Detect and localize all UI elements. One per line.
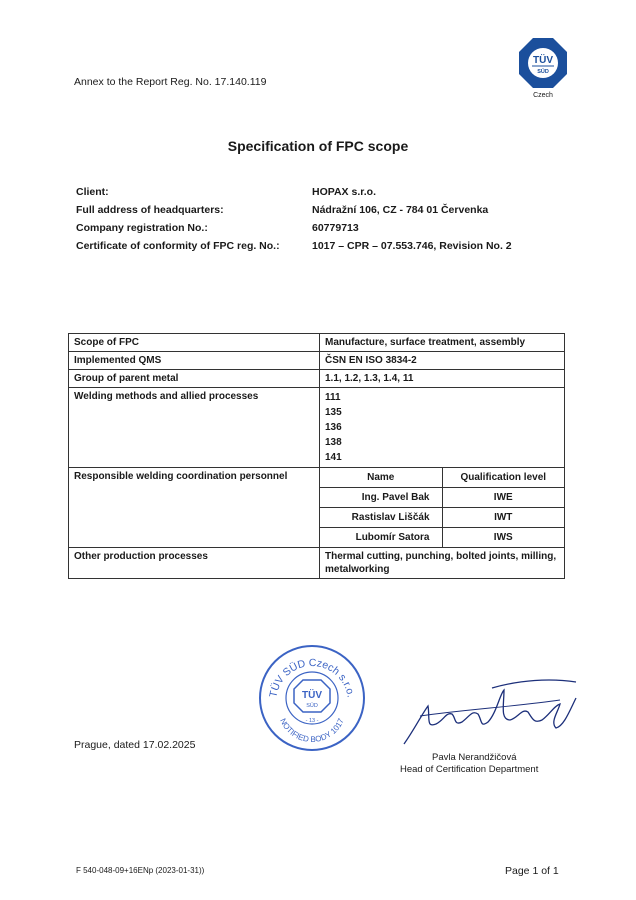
person-name: Rastislav Liščák (320, 508, 442, 528)
personnel-table (320, 468, 564, 547)
personnel-label: Responsible welding coordination personnel (69, 468, 320, 548)
person-name: Lubomír Satora (355, 532, 430, 543)
place-and-date: Prague, dated 17.02.2025 (74, 739, 196, 751)
page-number: Page 1 of 1 (505, 865, 559, 877)
parent-metal-value: 1.1, 1.2, 1.3, 1.4, 11 (320, 370, 565, 388)
svg-text:TÜV: TÜV (533, 55, 553, 66)
logo-region: Czech (533, 92, 553, 99)
registration-value: 60779713 (312, 222, 359, 234)
table-row (69, 468, 565, 548)
signer-position: Head of Certification Department (400, 764, 539, 775)
form-code: F 540-048-09+16ENp (2023-01-31)) (76, 866, 205, 875)
address-value: Nádražní 106, CZ - 784 01 Červenka (312, 204, 489, 216)
qms-value: ČSN EN ISO 3834-2 (320, 352, 565, 370)
person-level: IWE (442, 488, 564, 508)
svg-text:NOTIFIED BODY 1017: NOTIFIED BODY 1017 (278, 716, 346, 745)
welding-method: 136 (325, 422, 342, 433)
scope-value: Manufacture, surface treatment, assembly (320, 334, 565, 352)
table-row (69, 334, 565, 352)
welding-method: 135 (325, 407, 342, 418)
svg-text:TÜV: TÜV (302, 690, 322, 701)
certificate-value: 1017 – CPR – 07.553.746, Revision No. 2 (312, 240, 512, 252)
parent-metal-label: Group of parent metal (69, 370, 320, 388)
scope-label: Scope of FPC (69, 334, 320, 352)
welding-method: 138 (325, 437, 342, 448)
annex-reference: Annex to the Report Reg. No. 17.140.119 (74, 76, 267, 88)
personnel-row (320, 508, 564, 528)
document-title: Specification of FPC scope (227, 138, 409, 154)
welding-method: 141 (325, 452, 342, 463)
person-level: IWS (442, 528, 564, 548)
qms-label: Implemented QMS (69, 352, 320, 370)
signer-name: Pavla Nerandžičová (432, 752, 517, 763)
client-label: Client: (76, 186, 109, 198)
table-row (69, 352, 565, 370)
svg-text:- 13 -: - 13 - (305, 718, 319, 724)
table-row (69, 370, 565, 388)
personnel-cell (320, 468, 565, 548)
signer-block (400, 752, 590, 776)
other-processes-label: Other production processes (69, 548, 320, 579)
person-level: IWT (442, 508, 564, 528)
handwritten-signature-icon (400, 670, 580, 750)
address-label: Full address of headquarters: (76, 204, 224, 216)
certificate-label: Certificate of conformity of FPC reg. No.: (76, 240, 280, 252)
other-processes-value: Thermal cutting, punching, bolted joints, milling, metalworking (320, 548, 565, 579)
name-column-header: Name (320, 468, 442, 488)
welding-method: 111 (325, 392, 341, 403)
personnel-row (320, 528, 564, 548)
svg-text:SÜD: SÜD (537, 69, 549, 75)
registration-label: Company registration No.: (76, 222, 208, 234)
welding-label: Welding methods and allied processes (69, 388, 320, 468)
level-column-header: Qualification level (442, 468, 564, 488)
client-value: HOPAX s.r.o. (312, 186, 376, 198)
personnel-row (320, 488, 564, 508)
personnel-header-row (320, 468, 564, 488)
certification-stamp-icon (256, 642, 368, 754)
person-name: Ing. Pavel Bak (320, 488, 442, 508)
fpc-scope-table (68, 333, 565, 579)
svg-text:TÜV SÜD Czech s.r.o.: TÜV SÜD Czech s.r.o. (267, 656, 357, 699)
table-row (69, 388, 565, 468)
tuv-sud-logo-icon (517, 36, 569, 102)
welding-methods (320, 388, 565, 468)
svg-text:SÜD: SÜD (306, 703, 318, 709)
table-row (69, 548, 565, 579)
